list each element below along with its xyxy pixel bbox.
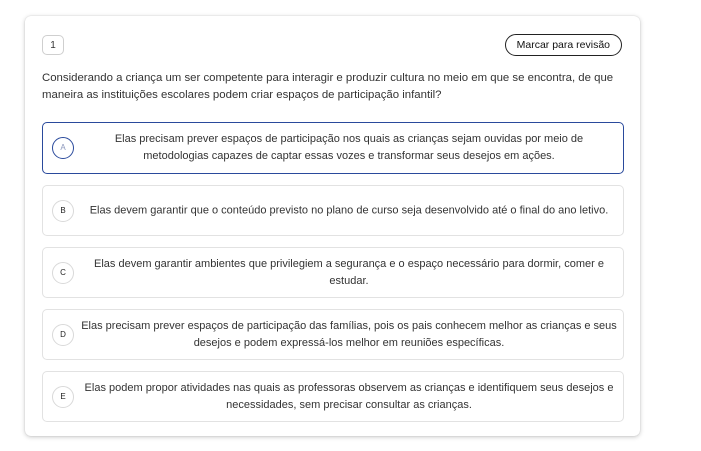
question-number-badge: 1	[42, 35, 64, 55]
option-d-text: Elas precisam prever espaços de participação das famílias, pois os pais conhecem melhor as crianças e seus desejos e podem expressá-los melhor em reuniões específicas.	[81, 319, 617, 349]
question-text: Considerando a criança um ser competente para interagir e produzir cultura no meio em que se encontra, de que maneira as instituições escolares podem criar espaços de participação infantil?	[42, 72, 614, 101]
option-a-letter: A	[52, 137, 74, 159]
option-c-letter: C	[52, 262, 74, 284]
question-card	[25, 16, 640, 436]
option-e-text: Elas podem propor atividades nas quais as professoras observem as crianças e identifiquem seus desejos e necessidades, sem precisar consultar as crianças.	[84, 381, 614, 411]
option-d[interactable]	[42, 309, 624, 360]
option-e-letter: E	[52, 386, 74, 408]
option-b-text: Elas devem garantir que o conteúdo previsto no plano de curso seja desenvolvido até o final do ano letivo.	[89, 204, 609, 216]
option-a[interactable]	[42, 122, 624, 174]
option-a-text: Elas precisam prever espaços de participação nos quais as crianças sejam ouvidas por meio de metodologias capazes de captar essas vozes e transformar seus desejos em ações.	[114, 133, 584, 162]
option-d-letter: D	[52, 324, 74, 346]
option-c-text: Elas devem garantir ambientes que privilegiem a segurança e o espaço necessário para dormir, comer e estudar.	[94, 257, 604, 287]
option-e[interactable]	[42, 371, 624, 422]
mark-for-review-button[interactable]: Marcar para revisão	[505, 34, 622, 56]
option-c[interactable]	[42, 247, 624, 298]
option-b-letter: B	[52, 200, 74, 222]
option-b[interactable]	[42, 185, 624, 236]
